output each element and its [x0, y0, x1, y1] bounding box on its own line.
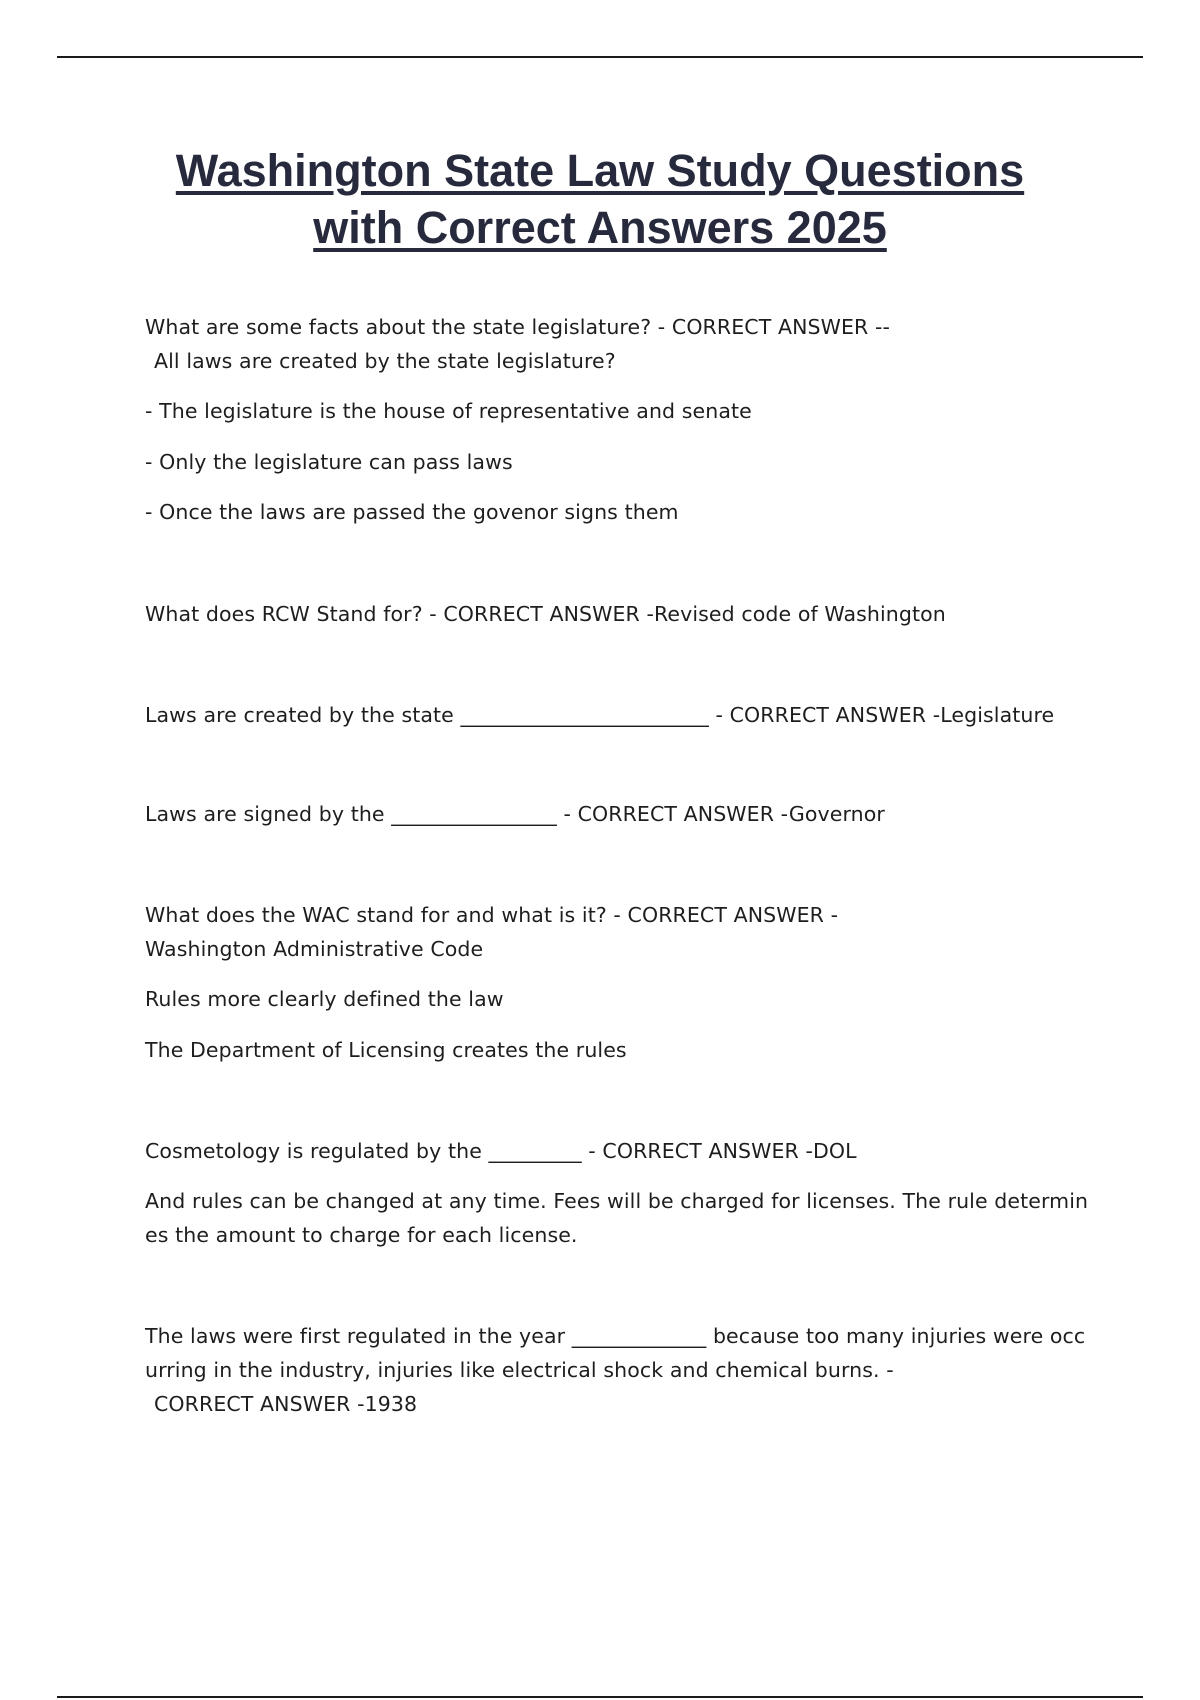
answer-legislature-bullet: - Only the legislature can pass laws	[145, 450, 513, 474]
answer-wac-detail: The Department of Licensing creates the rules	[145, 1038, 627, 1062]
question-rcw: What does RCW Stand for? - CORRECT ANSWER -Revised code of Washington	[145, 602, 946, 626]
answer-legislature-bullet: - The legislature is the house of representative and senate	[145, 399, 752, 423]
answer-wac-detail: Rules more clearly defined the law	[145, 987, 504, 1011]
question-legislature-facts: What are some facts about the state legislature? - CORRECT ANSWER --	[145, 315, 890, 339]
title-line-1: Washington State Law Study Questions	[175, 145, 1025, 196]
bottom-rule	[57, 1696, 1143, 1698]
title-line-2: with Correct Answers 2025	[313, 202, 887, 253]
question-cosmetology-regulated: Cosmetology is regulated by the _________ - CORRECT ANSWER -DOL	[145, 1139, 857, 1163]
page-title	[100, 142, 1100, 256]
question-first-regulated: The laws were first regulated in the year _____________ because too many injuries were occ	[145, 1324, 1086, 1348]
answer-legislature-facts: All laws are created by the state legislature?	[154, 349, 616, 373]
question-laws-created: Laws are created by the state ________________________ - CORRECT ANSWER -Legislature	[145, 703, 1055, 727]
question-wac: What does the WAC stand for and what is it? - CORRECT ANSWER -	[145, 903, 839, 927]
answer-cosmetology-detail: And rules can be changed at any time. Fees will be charged for licenses. The rule determin	[145, 1189, 1089, 1213]
answer-legislature-bullet: - Once the laws are passed the govenor signs them	[145, 500, 679, 524]
question-first-regulated-cont: urring in the industry, injuries like electrical shock and chemical burns. -	[145, 1358, 894, 1382]
answer-cosmetology-detail: es the amount to charge for each license.	[145, 1223, 578, 1247]
answer-wac: Washington Administrative Code	[145, 937, 484, 961]
answer-first-regulated: CORRECT ANSWER -1938	[154, 1392, 418, 1416]
question-laws-signed: Laws are signed by the ________________ - CORRECT ANSWER -Governor	[145, 802, 885, 826]
top-rule	[57, 56, 1143, 58]
